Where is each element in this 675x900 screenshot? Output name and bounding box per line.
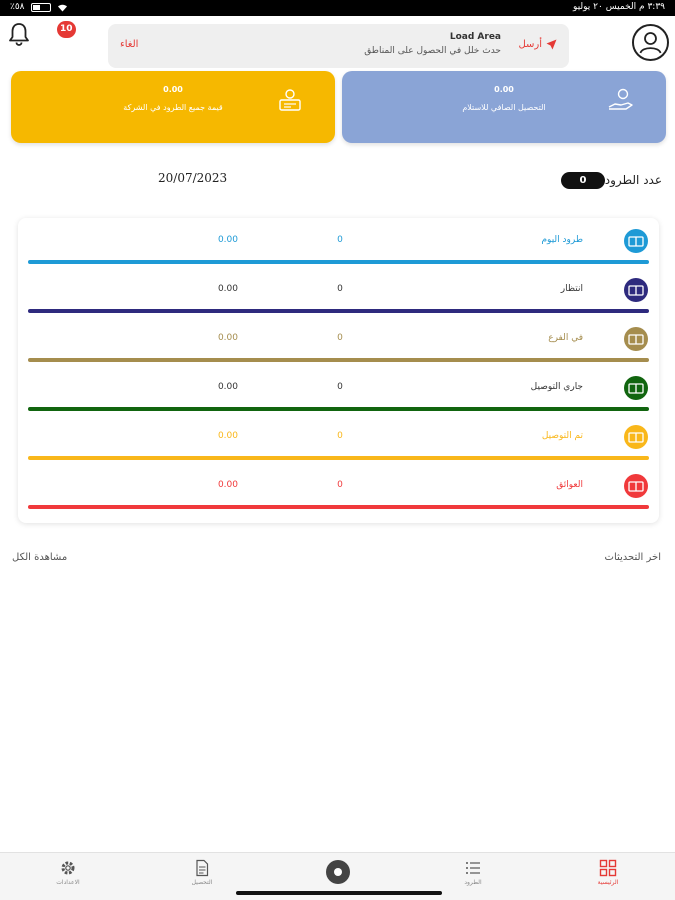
stat-count: 0 <box>337 333 343 343</box>
nav-collection[interactable] <box>162 859 242 886</box>
nav-home-label: الرئيسية <box>597 879 619 886</box>
grid-icon <box>599 859 617 877</box>
stat-amount: 0.00 <box>217 431 238 441</box>
stat-color-bar <box>28 358 649 362</box>
stat-row-in-branch[interactable] <box>18 316 659 365</box>
packages-count-badge: 0 <box>561 172 605 189</box>
stat-color-bar <box>28 260 649 264</box>
stat-label: جاري التوصيل <box>530 382 583 392</box>
cashier-icon <box>275 87 305 113</box>
packages-count-label: عدد الطرود <box>604 173 662 187</box>
stat-row-delivered[interactable] <box>18 414 659 463</box>
stat-row-waiting[interactable] <box>18 267 659 316</box>
status-time-date: ٣:٣٩ م الخميس ٢٠ يوليو <box>573 2 665 12</box>
net-collection-amount: 0.00 <box>494 85 514 94</box>
packages-value-card[interactable] <box>11 71 335 143</box>
stat-count: 0 <box>337 480 343 490</box>
battery-icon <box>31 3 51 12</box>
list-icon <box>464 859 482 877</box>
stat-label: العوائق <box>556 480 583 490</box>
add-package-button[interactable] <box>326 860 350 884</box>
battery-percent: ٪٥٨ <box>10 2 25 12</box>
document-icon <box>193 859 211 877</box>
packages-value-amount: 0.00 <box>163 85 183 94</box>
stat-color-bar <box>28 309 649 313</box>
profile-avatar-icon[interactable] <box>632 24 669 61</box>
gear-icon <box>59 859 77 877</box>
packages-icon <box>624 376 648 400</box>
status-bar <box>0 0 675 16</box>
current-date[interactable]: 20/07/2023 <box>158 171 228 185</box>
stat-count: 0 <box>337 284 343 294</box>
home-indicator <box>236 891 442 895</box>
net-collection-card[interactable] <box>342 71 666 143</box>
stat-row-out-for-delivery[interactable] <box>18 365 659 414</box>
stat-amount: 0.00 <box>217 284 238 294</box>
stat-count: 0 <box>337 431 343 441</box>
stat-amount: 0.00 <box>217 382 238 392</box>
cancel-button[interactable]: الغاء <box>120 39 139 50</box>
send-label: أرسل <box>518 39 542 50</box>
cash-hand-icon <box>606 87 636 113</box>
stat-row-today-packages[interactable] <box>18 218 659 267</box>
view-all-link[interactable]: مشاهدة الكل <box>12 552 68 563</box>
packages-value-label: قيمة جميع الطرود في الشركة <box>123 103 223 112</box>
nav-packages-label: الطرود <box>464 879 482 886</box>
load-area-message: حدث خلل في الحصول على المناطق <box>364 46 501 56</box>
nav-packages[interactable] <box>433 859 513 886</box>
send-button[interactable] <box>518 39 557 50</box>
nav-settings[interactable] <box>28 859 108 886</box>
latest-updates-title: اخر التحديثات <box>604 552 661 563</box>
stat-label: طرود اليوم <box>541 235 583 245</box>
load-area-title: Load Area <box>449 32 501 42</box>
nav-home[interactable] <box>568 859 648 886</box>
packages-icon <box>624 327 648 351</box>
stat-amount: 0.00 <box>217 333 238 343</box>
packages-icon <box>624 229 648 253</box>
stat-amount: 0.00 <box>217 235 238 245</box>
stat-count: 0 <box>337 235 343 245</box>
nav-settings-label: الاعدادات <box>56 879 80 886</box>
notification-bell-icon[interactable] <box>8 22 30 46</box>
packages-icon <box>624 474 648 498</box>
stat-row-obstacles[interactable] <box>18 463 659 512</box>
stat-count: 0 <box>337 382 343 392</box>
stat-color-bar <box>28 407 649 411</box>
stat-label: انتظار <box>560 284 583 294</box>
stat-amount: 0.00 <box>217 480 238 490</box>
load-area-banner <box>108 24 569 68</box>
net-collection-label: التحصيل الصافي للاستلام <box>462 103 546 112</box>
nav-collection-label: التحصيل <box>191 879 213 886</box>
wifi-icon <box>57 3 68 12</box>
stat-label: تم التوصيل <box>541 431 583 441</box>
status-stats-panel <box>18 218 659 523</box>
packages-icon <box>624 425 648 449</box>
packages-icon <box>624 278 648 302</box>
stat-color-bar <box>28 505 649 509</box>
stat-color-bar <box>28 456 649 460</box>
send-arrow-icon <box>546 39 557 50</box>
stat-label: في الفرع <box>548 333 583 343</box>
notification-badge: 10 <box>57 21 76 38</box>
